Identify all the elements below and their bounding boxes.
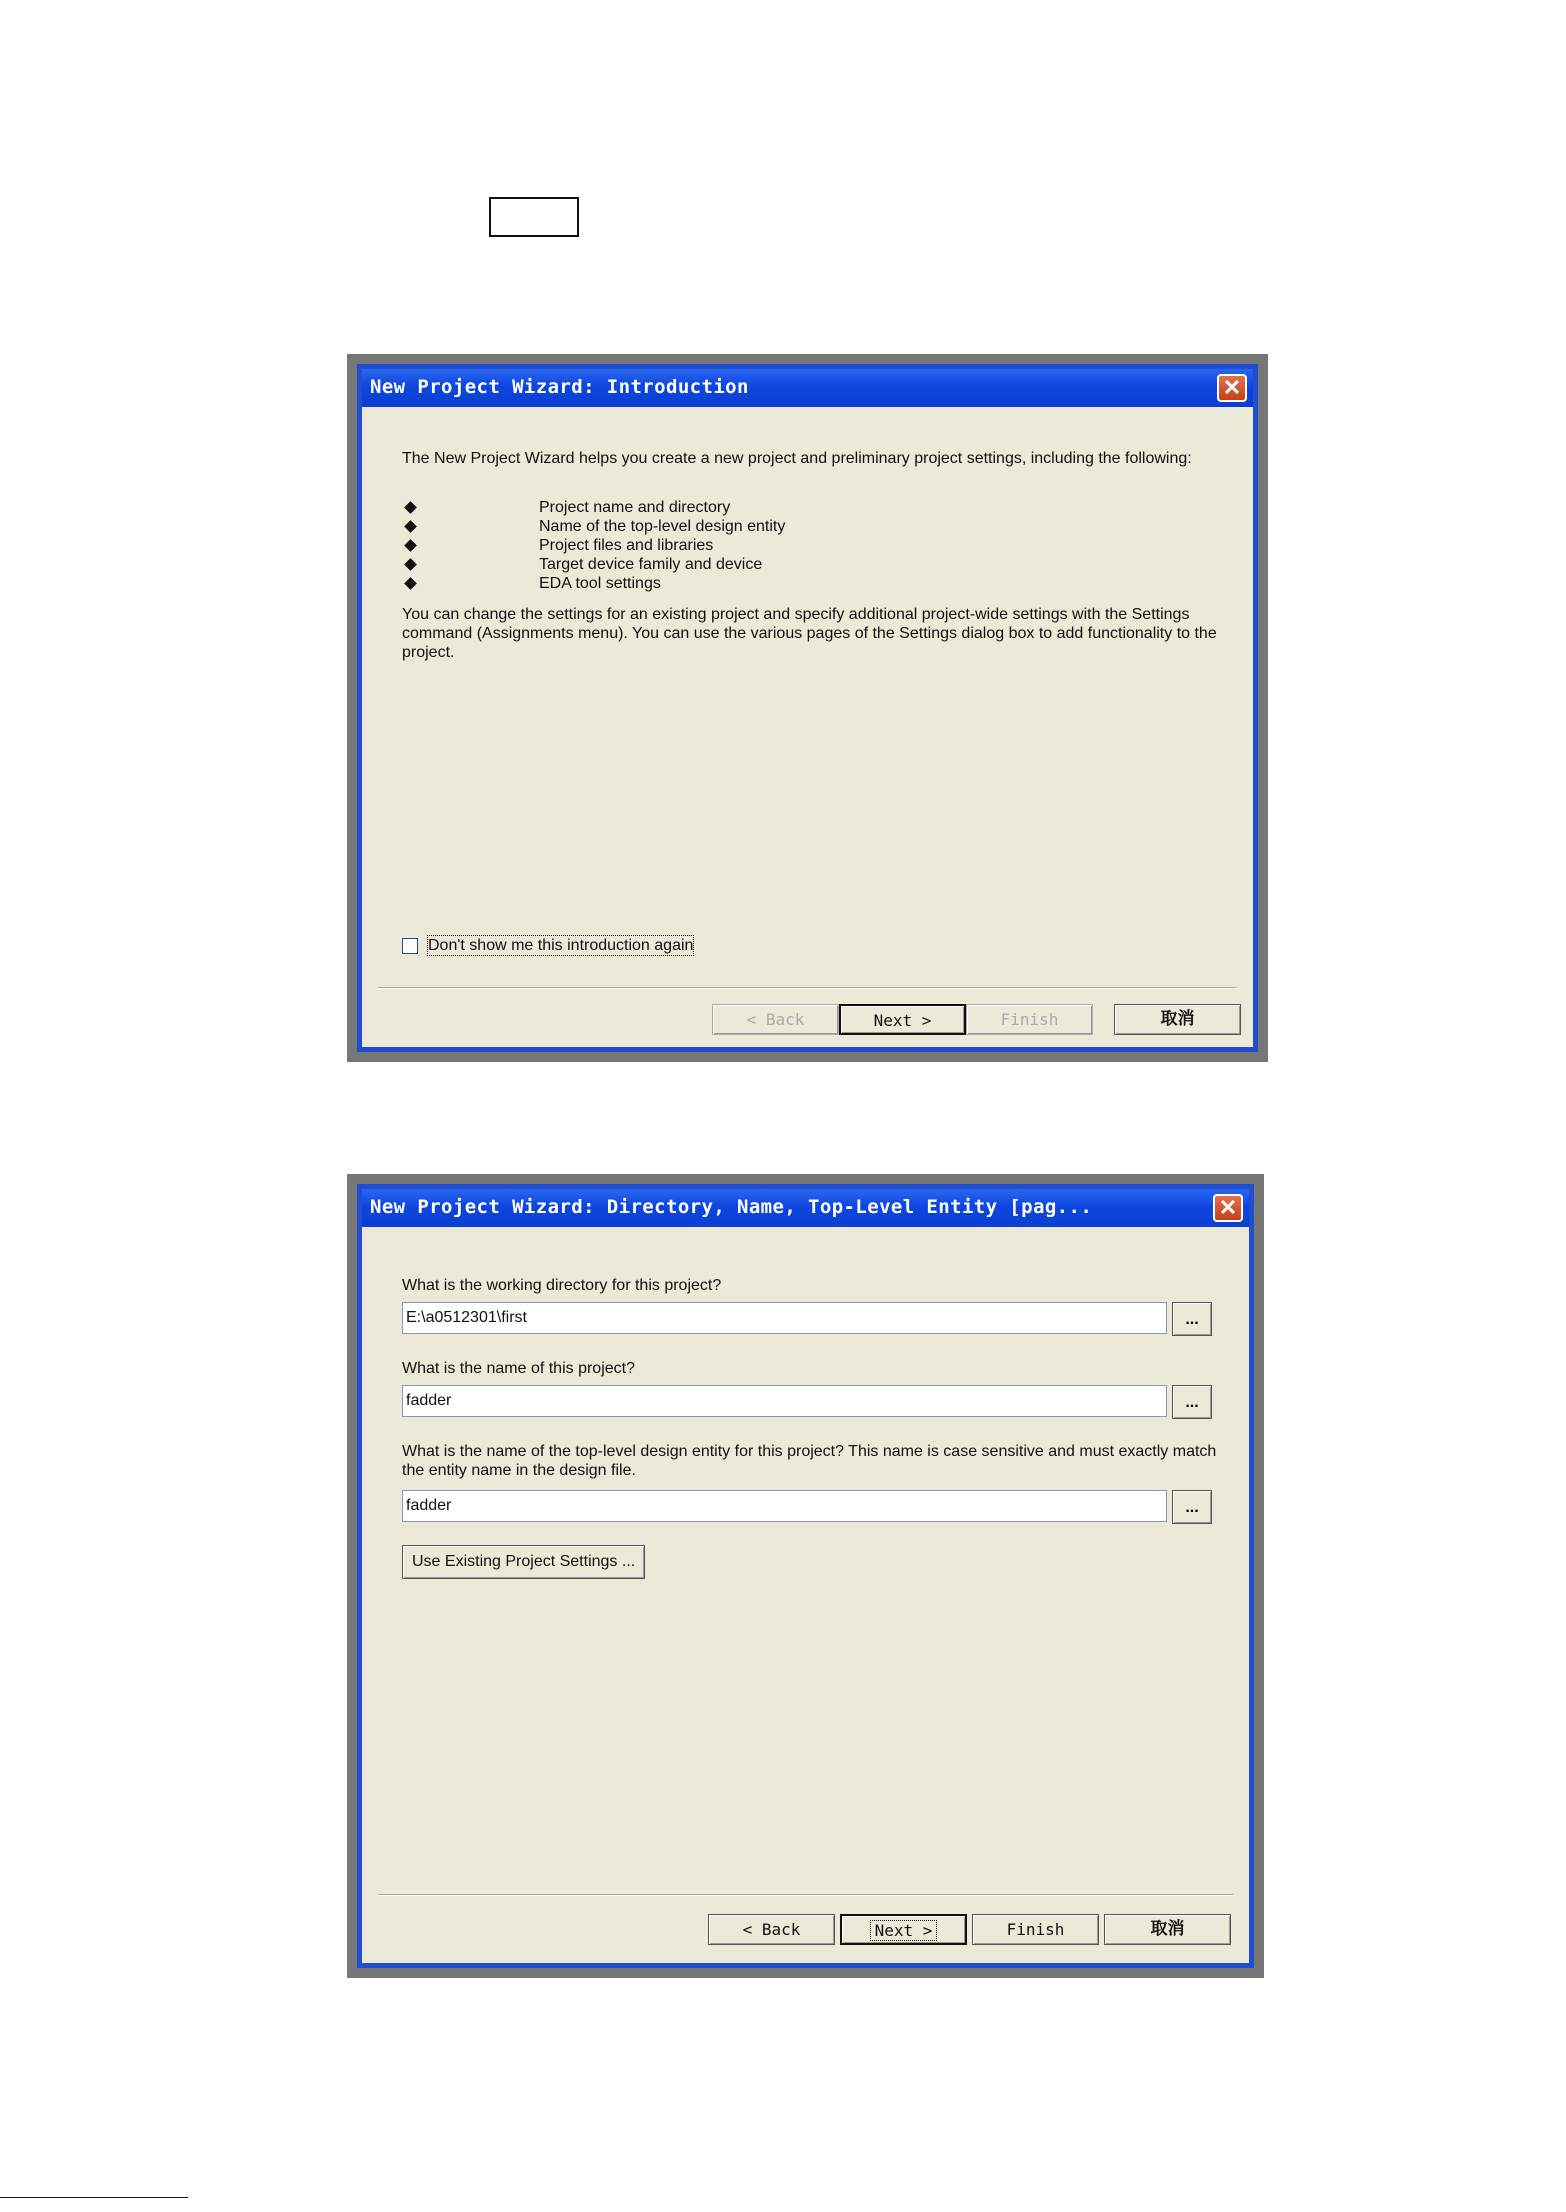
cancel-button[interactable]: 取消	[1114, 1004, 1241, 1035]
intro-text: The New Project Wizard helps you create a new project and preliminary project settings, including the following:	[402, 450, 1192, 467]
project-name-input[interactable]: fadder	[402, 1385, 1167, 1417]
bullet-icon	[404, 539, 417, 552]
bullet-item: Project files and libraries	[539, 537, 714, 554]
separator	[378, 1894, 1233, 1896]
next-button[interactable]	[840, 1914, 967, 1945]
cancel-button[interactable]: 取消	[1104, 1914, 1231, 1945]
separator	[378, 987, 1237, 989]
project-name-label: What is the name of this project?	[402, 1360, 635, 1377]
finish-button[interactable]: Finish	[972, 1914, 1099, 1945]
bullet-icon	[404, 501, 417, 514]
bullet-item: Name of the top-level design entity	[539, 518, 786, 535]
directory-dialog	[357, 1184, 1254, 1968]
use-existing-settings-button[interactable]: Use Existing Project Settings ...	[402, 1545, 645, 1579]
back-button[interactable]: < Back	[708, 1914, 835, 1945]
close-icon[interactable]: ✕	[1213, 1194, 1243, 1222]
top-entity-input[interactable]: fadder	[402, 1490, 1167, 1522]
intro-titlebar[interactable]	[362, 369, 1253, 407]
bullet-icon	[404, 558, 417, 571]
bullet-item: Target device family and device	[539, 556, 763, 573]
intro-dialog	[357, 364, 1258, 1052]
dont-show-label[interactable]: Don't show me this introduction again	[428, 937, 694, 954]
project-name-browse-button[interactable]: ...	[1172, 1385, 1212, 1419]
next-button-label: Next >	[871, 1921, 937, 1940]
change-settings-text: You can change the settings for an existing project and specify additional project-wide settings with the Settings command (Assignments menu). You can use the various pages of the Settings dialog box to add functionality to the project.	[402, 606, 1217, 661]
back-button[interactable]: < Back	[712, 1004, 839, 1035]
directory-title: New Project Wizard: Directory, Name, Top-Level Entity [pag...	[370, 1196, 1093, 1218]
bullet-item: EDA tool settings	[539, 575, 661, 592]
working-dir-browse-button[interactable]: ...	[1172, 1302, 1212, 1336]
next-button[interactable]: Next >	[839, 1004, 966, 1035]
bullet-item: Project name and directory	[539, 499, 731, 516]
working-dir-input[interactable]: E:\a0512301\first	[402, 1302, 1167, 1334]
dont-show-checkbox[interactable]	[402, 938, 418, 954]
footnote-separator	[0, 2197, 188, 2198]
empty-text-box	[489, 197, 579, 237]
intro-title: New Project Wizard: Introduction	[370, 376, 749, 398]
directory-titlebar[interactable]	[362, 1189, 1249, 1227]
close-icon[interactable]: ✕	[1217, 374, 1247, 402]
bullet-icon	[404, 577, 417, 590]
finish-button[interactable]: Finish	[966, 1004, 1093, 1035]
top-entity-browse-button[interactable]: ...	[1172, 1490, 1212, 1524]
top-entity-label: What is the name of the top-level design entity for this project? This name is case sensitive and must exactly match the entity name in the design file.	[402, 1443, 1217, 1479]
bullet-icon	[404, 520, 417, 533]
working-dir-label: What is the working directory for this project?	[402, 1277, 722, 1294]
